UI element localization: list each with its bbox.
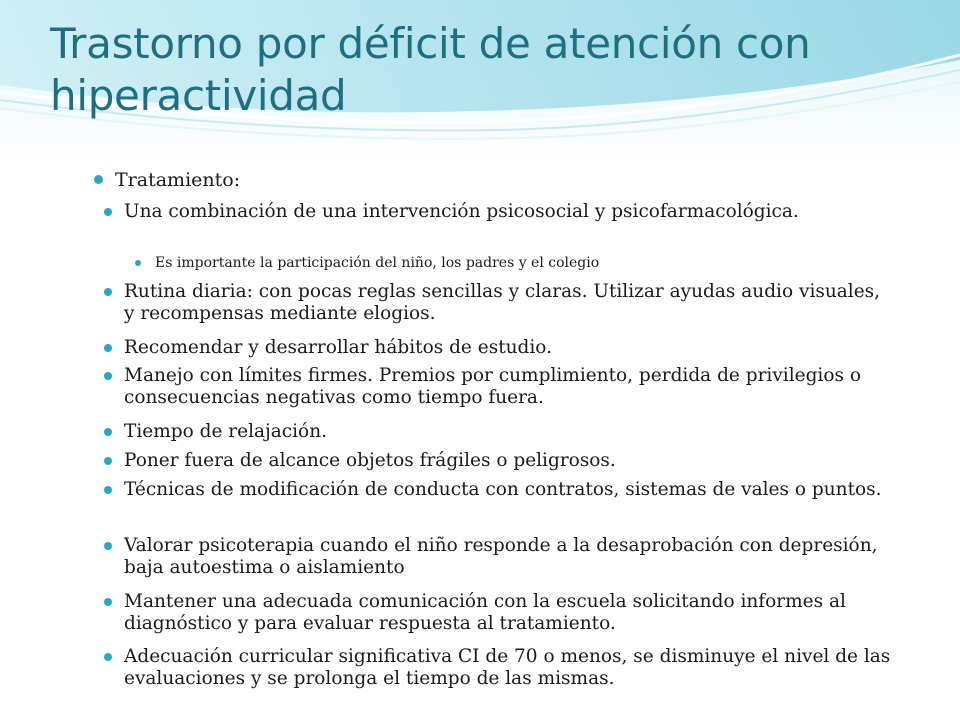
list-item bbox=[124, 365, 894, 409]
list-item-text: Manejo con límites firmes. Premios por cumplimiento, perdida de privilegios o consecuencias negativas como tiempo fuera. bbox=[124, 365, 861, 408]
bullet-dot-icon bbox=[104, 598, 112, 606]
bullet-dot-icon bbox=[104, 208, 112, 216]
bullet-dot-icon bbox=[104, 344, 112, 352]
list-item bbox=[124, 535, 894, 579]
list-item-text: Mantener una adecuada comunicación con la escuela solicitando informes al diagnóstico y para evaluar respuesta al tratamiento. bbox=[124, 591, 846, 634]
bullet-dot-icon bbox=[104, 542, 112, 550]
list-item bbox=[124, 646, 894, 690]
slide-title: Trastorno por déficit de atención con hiperactividad bbox=[50, 19, 811, 120]
list-item bbox=[115, 169, 240, 191]
list-item-text: Una combinación de una intervención psicosocial y psicofarmacológica. bbox=[124, 201, 799, 222]
list-item-text: Valorar psicoterapia cuando el niño responde a la desaprobación con depresión, baja autoestima o aislamiento bbox=[124, 535, 878, 578]
list-item bbox=[155, 254, 855, 272]
list-item-text: Recomendar y desarrollar hábitos de estudio. bbox=[124, 337, 553, 358]
heading-bullet-text: Tratamiento: bbox=[115, 169, 241, 191]
bullet-dot-icon bbox=[104, 428, 112, 436]
bullet-dot-icon bbox=[104, 653, 112, 661]
bullet-dot-icon bbox=[104, 288, 112, 296]
list-item-text: Adecuación curricular significativa CI de 70 o menos, se disminuye el nivel de las evaluaciones y se prolonga el tiempo de las mismas. bbox=[124, 646, 891, 689]
bullet-dot-icon bbox=[104, 372, 112, 380]
bullet-dot-icon bbox=[94, 175, 103, 184]
list-item bbox=[124, 591, 894, 635]
list-item-text: Rutina diaria: con pocas reglas sencillas y claras. Utilizar ayudas audio visuales, y recompensas mediante elogios. bbox=[124, 281, 881, 324]
list-item-text: Técnicas de modificación de conducta con contratos, sistemas de vales o puntos. bbox=[124, 479, 882, 500]
list-item-text: Tiempo de relajación. bbox=[124, 421, 327, 442]
list-item bbox=[124, 201, 894, 223]
list-item bbox=[124, 281, 894, 325]
list-item bbox=[124, 337, 894, 359]
list-item-text: Poner fuera de alcance objetos frágiles o peligrosos. bbox=[124, 450, 616, 471]
bullet-dot-icon bbox=[135, 260, 141, 266]
bullet-dot-icon bbox=[104, 457, 112, 465]
bullet-dot-icon bbox=[104, 486, 112, 494]
list-item-text: Es importante la participación del niño, los padres y el colegio bbox=[155, 255, 600, 271]
list-item bbox=[124, 479, 894, 501]
list-item bbox=[124, 450, 894, 472]
list-item bbox=[124, 421, 894, 443]
